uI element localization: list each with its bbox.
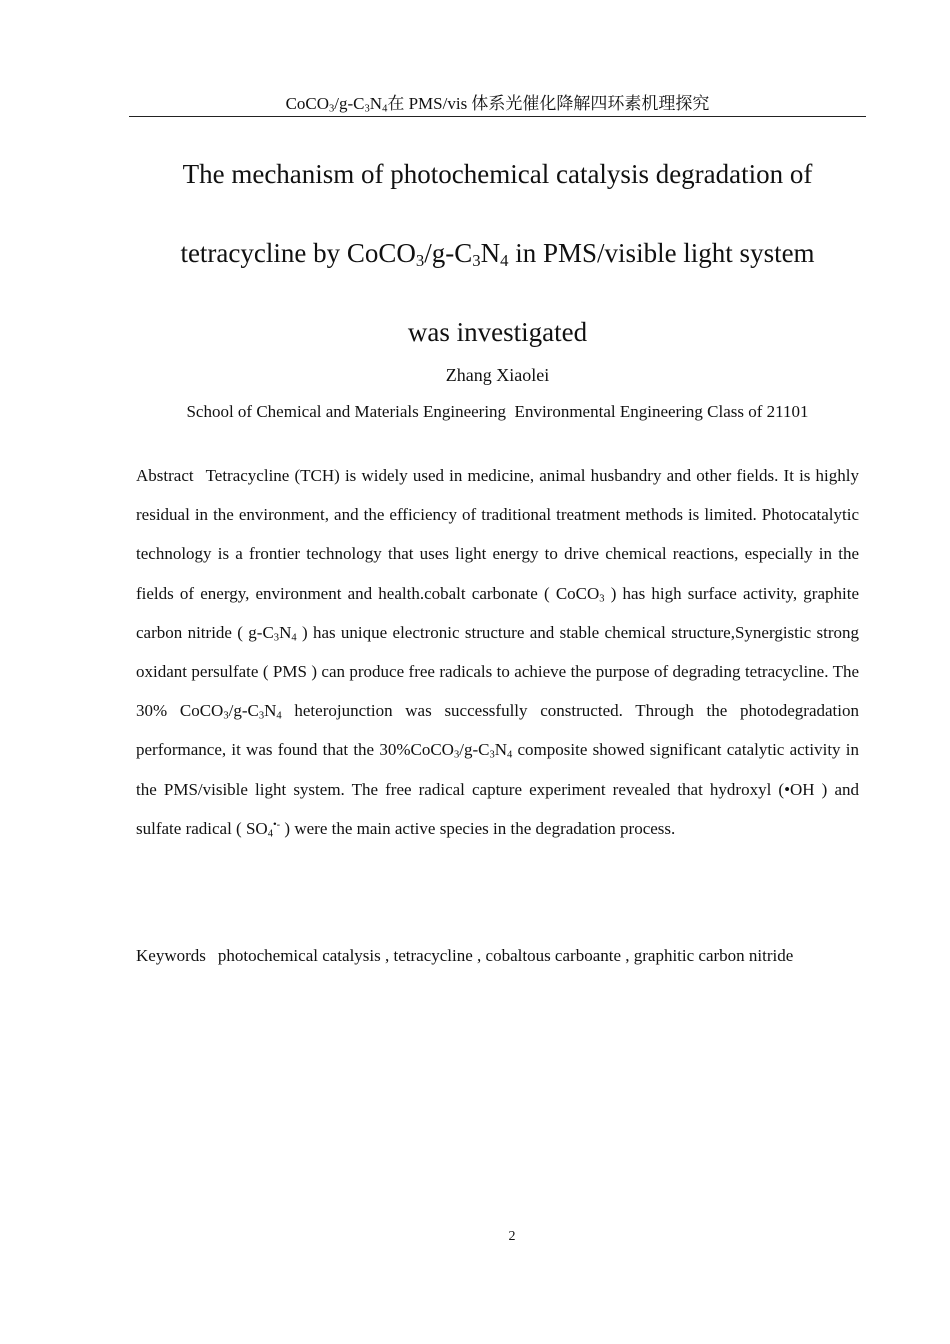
abstract-sub: 4 bbox=[507, 750, 513, 762]
abstract-sub: 4 bbox=[291, 632, 297, 644]
title-sub: 4 bbox=[500, 251, 509, 271]
author-affiliation: School of Chemical and Materials Engineering Environmental Engineering Class of 21101 bbox=[186, 402, 809, 421]
abstract-sub: 4 bbox=[276, 710, 282, 722]
title-sub: 3 bbox=[472, 251, 481, 271]
abstract-text: composite showed significant catalytic activity in the PMS/visible light system. The free radical capture experiment revealed that hydroxyl (•OH ) and sulfate radical ( SO bbox=[136, 740, 860, 838]
title-text: in PMS/visible light system bbox=[508, 238, 815, 268]
title-text: N bbox=[480, 238, 501, 268]
header-formula-c: N bbox=[369, 94, 383, 113]
header-formula-a: CoCO bbox=[285, 94, 330, 113]
header-sub: 3 bbox=[329, 103, 335, 115]
abstract-sub: 3 bbox=[453, 750, 460, 762]
header-sub: 4 bbox=[382, 103, 388, 115]
abstract-text: N bbox=[279, 622, 292, 642]
paper-title bbox=[110, 135, 885, 372]
abstract-text: ) has unique electronic structure and stable chemical structure,Synergistic strong oxidant persulfate ( PMS ) can produce free radicals to achieve the purpose of degrading tetracycline. The 30% CoCO bbox=[136, 622, 859, 721]
title-text: /g-C bbox=[424, 238, 473, 268]
abstract-text: Tetracycline (TCH) is widely used in medicine, animal husbandry and other fields. It is highly residual in the environment, and the efficiency of traditional treatment methods is limited. Photocatalytic technology is a frontier technology that uses light energy to drive chemical reactions, especially in the fields of energy, environment and health.cobalt carbonate ( CoCO bbox=[136, 466, 859, 603]
abstract-sub: 3 bbox=[599, 593, 605, 605]
abstract-text: N bbox=[264, 701, 277, 721]
title-line-3: was investigated bbox=[407, 317, 588, 347]
keywords-paragraph bbox=[136, 936, 859, 976]
title-line-1: The mechanism of photochemical catalysis degradation of bbox=[182, 159, 813, 189]
header-formula-b: /g-C bbox=[334, 94, 365, 113]
abstract-sub: 3 bbox=[273, 632, 280, 644]
running-header bbox=[129, 92, 866, 116]
abstract-sub: 3 bbox=[489, 750, 495, 762]
abstract-text: heterojunction was successfully constructed. Through the photodegradation performance, it was found that the 30%CoCO bbox=[136, 701, 859, 760]
abstract-sub: 3 bbox=[223, 710, 229, 722]
keywords-text: photochemical catalysis , tetracycline , cobaltous carboante , graphitic carbon nitride bbox=[217, 946, 794, 965]
abstract-sup: •- bbox=[272, 819, 281, 831]
keywords-label: Keywords bbox=[136, 946, 206, 965]
page-number: 2 bbox=[508, 1229, 516, 1244]
abstract-text: N bbox=[494, 740, 507, 760]
author-name: Zhang Xiaolei bbox=[445, 365, 550, 385]
abstract-sub: 4 bbox=[267, 828, 273, 840]
abstract-text: /g-C bbox=[228, 701, 259, 721]
abstract-text: ) were the main active species in the degradation process. bbox=[280, 818, 676, 838]
title-line-2 bbox=[110, 214, 885, 293]
title-sub: 3 bbox=[415, 251, 425, 271]
abstract-label: Abstract bbox=[136, 466, 194, 485]
header-divider bbox=[129, 116, 866, 117]
abstract-paragraph bbox=[136, 456, 859, 848]
header-sub: 3 bbox=[364, 103, 370, 115]
abstract-sub: 3 bbox=[258, 710, 265, 722]
title-text: tetracycline by CoCO bbox=[180, 238, 416, 268]
abstract-text: ) has high surface activity, graphite carbon nitride ( g-C bbox=[136, 583, 859, 642]
abstract-text: /g-C bbox=[459, 740, 490, 760]
header-title-text: 在 PMS/vis 体系光催化降解四环素机理探究 bbox=[387, 94, 710, 113]
